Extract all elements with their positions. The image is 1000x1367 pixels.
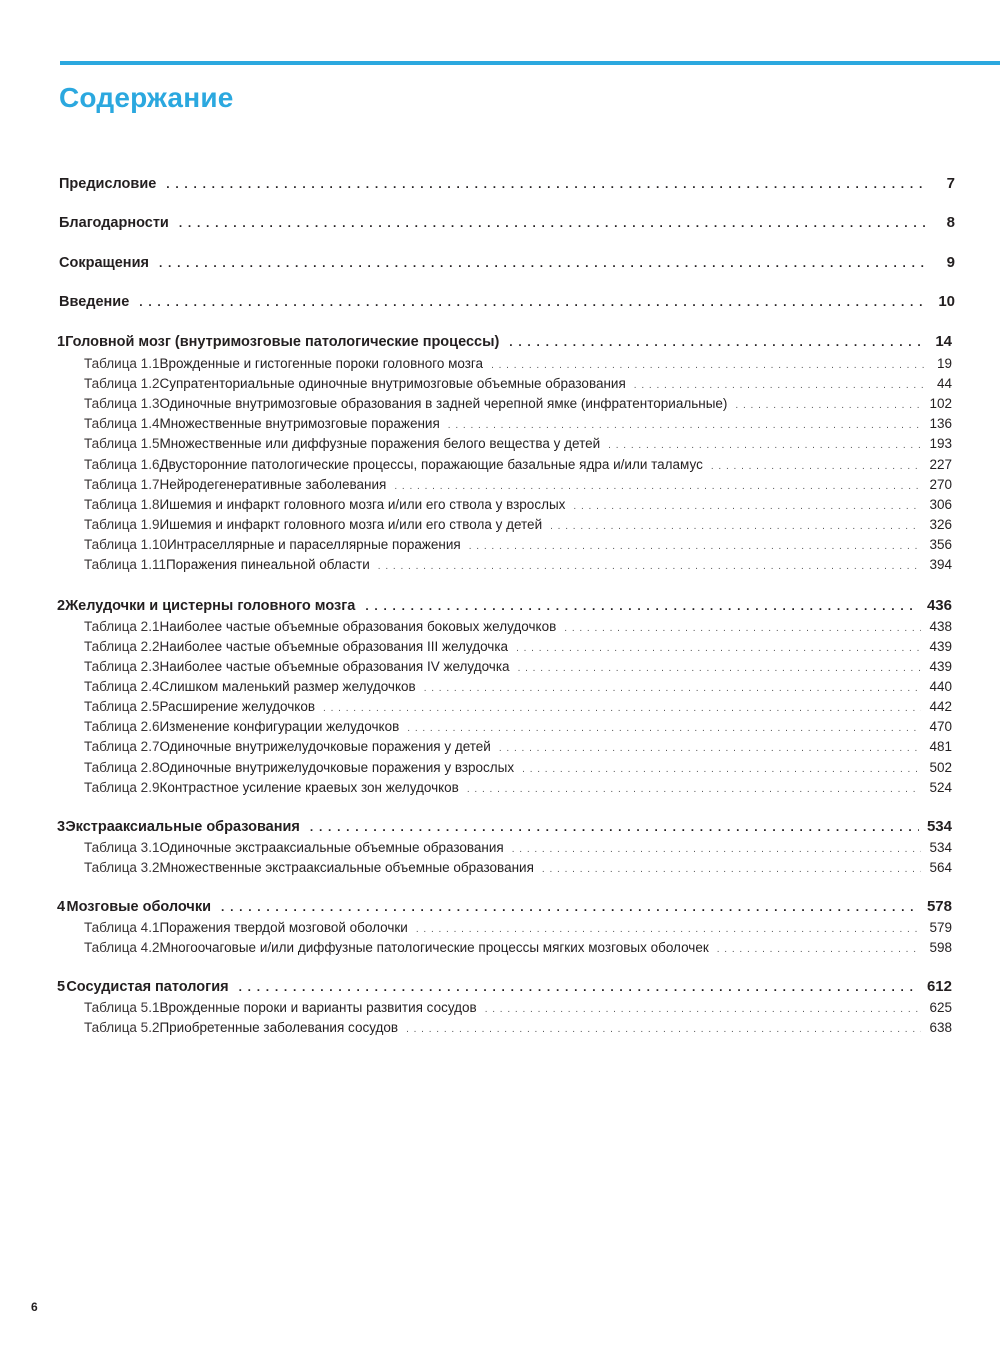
- table-label: Таблица 3.2: [84, 860, 160, 875]
- toc-page-number: 227: [929, 457, 952, 472]
- toc-table-2-2[interactable]: [0, 639, 1000, 654]
- table-label: Таблица 2.1: [84, 619, 160, 634]
- table-label: Таблица 2.4: [84, 679, 160, 694]
- toc-page-number: 439: [929, 659, 952, 674]
- table-label: Таблица 2.3: [84, 659, 160, 674]
- dot-leader: [512, 844, 922, 855]
- toc-page-number: 564: [929, 860, 952, 875]
- table-title: Изменение конфигурации желудочков: [159, 719, 400, 734]
- dot-leader: [467, 784, 922, 795]
- table-title: Множественные экстрааксиальные объемные образования: [159, 860, 534, 875]
- dot-leader: [717, 944, 922, 955]
- toc-entry-label: Предисловие: [59, 176, 157, 192]
- dot-leader: [239, 980, 919, 994]
- table-label: Таблица 1.1: [84, 356, 160, 371]
- table-title: Одиночные экстрааксиальные объемные образования: [159, 840, 504, 855]
- dot-leader: [518, 663, 922, 674]
- table-label: Таблица 1.6: [84, 457, 160, 472]
- toc-entry-label: Благодарности: [59, 215, 169, 231]
- table-title: Поражения твердой мозговой оболочки: [159, 920, 408, 935]
- chapter-number: 3: [57, 819, 66, 835]
- toc-table-1-6[interactable]: [0, 457, 1000, 472]
- table-label: Таблица 4.1: [84, 920, 160, 935]
- toc-table-2-9[interactable]: [0, 780, 1000, 795]
- toc-chapter-3[interactable]: [0, 818, 1000, 835]
- chapter-title: Экстрааксиальные образования: [65, 819, 300, 835]
- dot-leader: [310, 820, 919, 834]
- toc-entry-preface[interactable]: [0, 175, 1000, 192]
- toc-page-number: 14: [935, 333, 952, 350]
- page-number: 6: [31, 1300, 38, 1314]
- dot-leader: [378, 561, 922, 572]
- dot-leader: [323, 703, 921, 714]
- dot-leader: [522, 764, 921, 775]
- dot-leader: [550, 521, 921, 532]
- toc-page-number: 8: [946, 214, 955, 231]
- toc-page-number: 394: [929, 557, 952, 572]
- toc-page-number: 10: [938, 293, 955, 310]
- table-title: Расширение желудочков: [159, 699, 316, 714]
- table-title: Одиночные внутрижелудочковые поражения у взрослых: [159, 760, 515, 775]
- toc-page-number: 442: [929, 699, 952, 714]
- toc-table-1-7[interactable]: [0, 477, 1000, 492]
- dot-leader: [394, 481, 921, 492]
- table-label: Таблица 2.8: [84, 760, 160, 775]
- table-title: Контрастное усиление краевых зон желудочков: [159, 780, 459, 795]
- table-label: Таблица 1.8: [84, 497, 160, 512]
- table-label: Таблица 1.5: [84, 436, 160, 451]
- dot-leader: [711, 461, 922, 472]
- table-title: Одиночные внутримозговые образования в задней черепной ямке (инфратенториальные): [159, 396, 728, 411]
- table-label: Таблица 1.4: [84, 416, 160, 431]
- header-rule: [60, 61, 1000, 65]
- toc-table-1-8[interactable]: [0, 497, 1000, 512]
- table-title: Наиболее частые объемные образования III желудочка: [159, 639, 509, 654]
- toc-page-number: 193: [929, 436, 952, 451]
- toc-table-1-1[interactable]: [0, 356, 1000, 371]
- chapter-number: 2: [57, 598, 66, 614]
- table-title: Ишемия и инфаркт головного мозга и/или его ствола у взрослых: [159, 497, 566, 512]
- table-title: Множественные или диффузные поражения белого вещества у детей: [159, 436, 601, 451]
- toc-page-number: 470: [929, 719, 952, 734]
- dot-leader: [448, 420, 922, 431]
- toc-table-3-1[interactable]: [0, 840, 1000, 855]
- toc-table-4-2[interactable]: [0, 940, 1000, 955]
- table-label: Таблица 5.2: [84, 1020, 160, 1035]
- toc-page-number: 524: [929, 780, 952, 795]
- table-title: Наиболее частые объемные образования боковых желудочков: [159, 619, 557, 634]
- toc-page-number: 9: [946, 254, 955, 271]
- toc-table-5-2[interactable]: [0, 1020, 1000, 1035]
- dot-leader: [564, 623, 921, 634]
- toc-chapter-5[interactable]: [0, 978, 1000, 995]
- toc-table-2-3[interactable]: [0, 659, 1000, 674]
- table-label: Таблица 1.11: [84, 557, 166, 572]
- table-title: Одиночные внутрижелудочковые поражения у детей: [159, 739, 491, 754]
- table-label: Таблица 3.1: [84, 840, 160, 855]
- toc-table-1-4[interactable]: [0, 416, 1000, 431]
- toc-page-number: 438: [929, 619, 952, 634]
- table-label: Таблица 1.9: [84, 517, 160, 532]
- toc-table-2-1[interactable]: [0, 619, 1000, 634]
- table-title: Многоочаговые и/или диффузные патологические процессы мягких мозговых оболочек: [159, 940, 709, 955]
- dot-leader: [608, 440, 921, 451]
- table-label: Таблица 4.2: [84, 940, 160, 955]
- chapter-number: 1: [57, 334, 66, 350]
- table-label: Таблица 2.9: [84, 780, 160, 795]
- toc-page-number: 638: [929, 1020, 952, 1035]
- toc-page-number: 306: [929, 497, 952, 512]
- table-label: Таблица 5.1: [84, 1000, 160, 1015]
- dot-leader: [365, 599, 919, 613]
- toc-table-1-11[interactable]: [0, 557, 1000, 572]
- table-title: Приобретенные заболевания сосудов: [159, 1020, 399, 1035]
- chapter-number: 4: [57, 899, 66, 915]
- dot-leader: [166, 177, 927, 191]
- toc-chapter-1[interactable]: [0, 333, 1000, 350]
- toc-page-number: 578: [926, 898, 952, 915]
- toc-table-2-6[interactable]: [0, 719, 1000, 734]
- toc-page-number: 7: [946, 175, 955, 192]
- page-title: Содержание: [59, 82, 234, 113]
- toc-table-1-5[interactable]: [0, 436, 1000, 451]
- toc-table-1-10[interactable]: [0, 537, 1000, 552]
- toc-page-number: 136: [929, 416, 952, 431]
- dot-leader: [159, 256, 928, 270]
- table-title: Двусторонние патологические процессы, поражающие базальные ядра и/или таламус: [159, 457, 703, 472]
- table-label: Таблица 2.7: [84, 739, 160, 754]
- chapter-number: 5: [57, 979, 66, 995]
- toc-table-4-1[interactable]: [0, 920, 1000, 935]
- toc-chapter-4[interactable]: [0, 898, 1000, 915]
- chapter-title: Мозговые оболочки: [66, 899, 212, 915]
- dot-leader: [634, 380, 929, 391]
- table-title: Интраселлярные и параселлярные поражения: [166, 537, 461, 552]
- table-title: Слишком маленький размер желудочков: [159, 679, 416, 694]
- toc-page-number: 439: [929, 639, 952, 654]
- toc-page-number: 534: [929, 840, 952, 855]
- table-title: Врожденные и гистогенные пороки головного мозга: [159, 356, 484, 371]
- table-title: Нейродегенеративные заболевания: [159, 477, 387, 492]
- toc-page-number: 502: [929, 760, 952, 775]
- table-title: Ишемия и инфаркт головного мозга и/или его ствола у детей: [159, 517, 543, 532]
- toc-table-2-4[interactable]: [0, 679, 1000, 694]
- table-title: Множественные внутримозговые поражения: [159, 416, 440, 431]
- dot-leader: [221, 900, 919, 914]
- dot-leader: [735, 400, 921, 411]
- toc-page-number: 436: [926, 597, 952, 614]
- table-title: Врожденные пороки и варианты развития сосудов: [159, 1000, 477, 1015]
- chapter-title: Головной мозг (внутримозговые патологические процессы): [65, 334, 500, 350]
- table-title: Поражения пинеальной области: [165, 557, 370, 572]
- dot-leader: [509, 335, 927, 349]
- toc-table-3-2[interactable]: [0, 860, 1000, 875]
- dot-leader: [406, 1024, 921, 1035]
- table-label: Таблица 1.2: [84, 376, 160, 391]
- toc-table-2-8[interactable]: [0, 760, 1000, 775]
- toc-page-number: 44: [936, 376, 952, 391]
- table-label: Таблица 2.6: [84, 719, 160, 734]
- toc-table-5-1[interactable]: [0, 1000, 1000, 1015]
- toc-page-number: 625: [929, 1000, 952, 1015]
- toc-entry-introduction[interactable]: [0, 293, 1000, 310]
- toc-page-number: 356: [929, 537, 952, 552]
- table-title: Наиболее частые объемные образования IV желудочка: [159, 659, 510, 674]
- toc-page-number: 598: [929, 940, 952, 955]
- toc-table-1-3[interactable]: [0, 396, 1000, 411]
- toc-page-number: 270: [929, 477, 952, 492]
- table-label: Таблица 2.5: [84, 699, 160, 714]
- dot-leader: [485, 1004, 922, 1015]
- toc-entry-abbreviations[interactable]: [0, 254, 1000, 271]
- table-title: Супратенториальные одиночные внутримозговые объемные образования: [159, 376, 626, 391]
- chapter-title: Желудочки и цистерны головного мозга: [65, 598, 356, 614]
- dot-leader: [139, 295, 927, 309]
- dot-leader: [573, 501, 921, 512]
- chapter-title: Сосудистая патология: [66, 979, 229, 995]
- toc-page-number: 19: [936, 356, 952, 371]
- table-label: Таблица 1.10: [84, 537, 167, 552]
- toc-page-number: 579: [929, 920, 952, 935]
- toc-entry-label: Сокращения: [59, 255, 149, 271]
- toc-table-1-9[interactable]: [0, 517, 1000, 532]
- dot-leader: [424, 683, 922, 694]
- dot-leader: [491, 360, 929, 371]
- dot-leader: [407, 723, 921, 734]
- toc-page-number: 612: [926, 978, 952, 995]
- table-label: Таблица 1.3: [84, 396, 160, 411]
- dot-leader: [416, 924, 922, 935]
- toc-chapter-2[interactable]: [0, 597, 1000, 614]
- dot-leader: [516, 643, 921, 654]
- toc-page-number: 534: [926, 818, 952, 835]
- toc-table-1-2[interactable]: [0, 376, 1000, 391]
- dot-leader: [469, 541, 922, 552]
- toc-page-number: 326: [929, 517, 952, 532]
- toc-page-number: 440: [929, 679, 952, 694]
- toc-page-number: 481: [929, 739, 952, 754]
- toc-entry-label: Введение: [59, 294, 130, 310]
- dot-leader: [542, 864, 922, 875]
- toc-entry-acknowledgements[interactable]: [0, 214, 1000, 231]
- dot-leader: [179, 216, 928, 230]
- toc-table-2-5[interactable]: [0, 699, 1000, 714]
- dot-leader: [499, 743, 922, 754]
- toc-page-number: 102: [929, 396, 952, 411]
- table-label: Таблица 1.7: [84, 477, 160, 492]
- table-label: Таблица 2.2: [84, 639, 160, 654]
- toc-table-2-7[interactable]: [0, 739, 1000, 754]
